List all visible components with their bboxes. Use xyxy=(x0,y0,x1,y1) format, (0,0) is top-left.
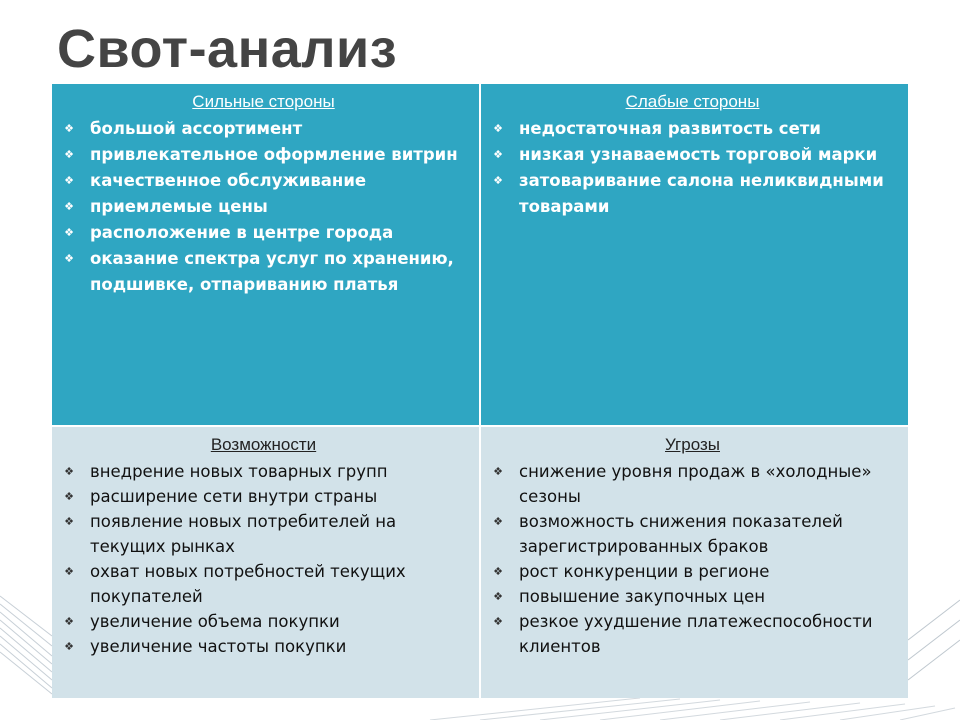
list-item: ❖ расширение сети внутри страны xyxy=(58,484,469,509)
list-item: ❖ охват новых потребностей текущих покупателей xyxy=(58,559,469,609)
diamond-bullet-icon: ❖ xyxy=(64,565,74,578)
diamond-bullet-icon: ❖ xyxy=(64,226,74,239)
list-item: ❖ недостаточная развитость сети xyxy=(487,116,898,142)
diamond-bullet-icon: ❖ xyxy=(64,174,74,187)
opportunities-heading: Возможности xyxy=(210,435,317,454)
strengths-list xyxy=(58,116,469,298)
diamond-bullet-icon: ❖ xyxy=(64,465,74,478)
diamond-bullet-icon: ❖ xyxy=(493,615,503,628)
opportunities-cell xyxy=(52,427,479,698)
strengths-heading: Сильные стороны xyxy=(192,92,335,111)
list-item: ❖ большой ассортимент xyxy=(58,116,469,142)
list-item: ❖ снижение уровня продаж в «холодные» сезоны xyxy=(487,459,898,509)
list-item: ❖ привлекательное оформление витрин xyxy=(58,142,469,168)
swot-table xyxy=(52,84,908,698)
diamond-bullet-icon: ❖ xyxy=(493,122,503,135)
list-item: ❖ качественное обслуживание xyxy=(58,168,469,194)
weaknesses-heading: Слабые стороны xyxy=(625,92,760,111)
list-item: ❖ увеличение объема покупки xyxy=(58,609,469,634)
page-title: Свот-анализ xyxy=(57,19,398,79)
weaknesses-cell xyxy=(481,84,908,425)
list-item: ❖ резкое ухудшение платежеспособности клиентов xyxy=(487,609,898,659)
list-item: ❖ низкая узнаваемость торговой марки xyxy=(487,142,898,168)
diamond-bullet-icon: ❖ xyxy=(64,515,74,528)
list-item: ❖ рост конкуренции в регионе xyxy=(487,559,898,584)
diamond-bullet-icon: ❖ xyxy=(493,148,503,161)
threats-cell xyxy=(481,427,908,698)
list-item: ❖ появление новых потребителей на текущих рынках xyxy=(58,509,469,559)
list-item: ❖ оказание спектра услуг по хранению, подшивке, отпариванию платья xyxy=(58,246,469,298)
diamond-bullet-icon: ❖ xyxy=(493,174,503,187)
weaknesses-list xyxy=(487,116,898,220)
diamond-bullet-icon: ❖ xyxy=(493,565,503,578)
diamond-bullet-icon: ❖ xyxy=(64,200,74,213)
list-item: ❖ внедрение новых товарных групп xyxy=(58,459,469,484)
diamond-bullet-icon: ❖ xyxy=(64,490,74,503)
list-item: ❖ повышение закупочных цен xyxy=(487,584,898,609)
list-item: ❖ расположение в центре города xyxy=(58,220,469,246)
opportunities-list xyxy=(58,459,469,659)
list-item: ❖ приемлемые цены xyxy=(58,194,469,220)
diamond-bullet-icon: ❖ xyxy=(493,590,503,603)
threats-heading: Угрозы xyxy=(665,435,720,454)
strengths-cell xyxy=(52,84,479,425)
threats-list xyxy=(487,459,898,659)
diamond-bullet-icon: ❖ xyxy=(64,640,74,653)
diamond-bullet-icon: ❖ xyxy=(64,122,74,135)
diamond-bullet-icon: ❖ xyxy=(64,615,74,628)
diamond-bullet-icon: ❖ xyxy=(493,515,503,528)
diamond-bullet-icon: ❖ xyxy=(64,252,74,265)
diamond-bullet-icon: ❖ xyxy=(64,148,74,161)
diamond-bullet-icon: ❖ xyxy=(493,465,503,478)
list-item: ❖ увеличение частоты покупки xyxy=(58,634,469,659)
list-item: ❖ возможность снижения показателей зарегистрированных браков xyxy=(487,509,898,559)
list-item: ❖ затоваривание салона неликвидными товарами xyxy=(487,168,898,220)
